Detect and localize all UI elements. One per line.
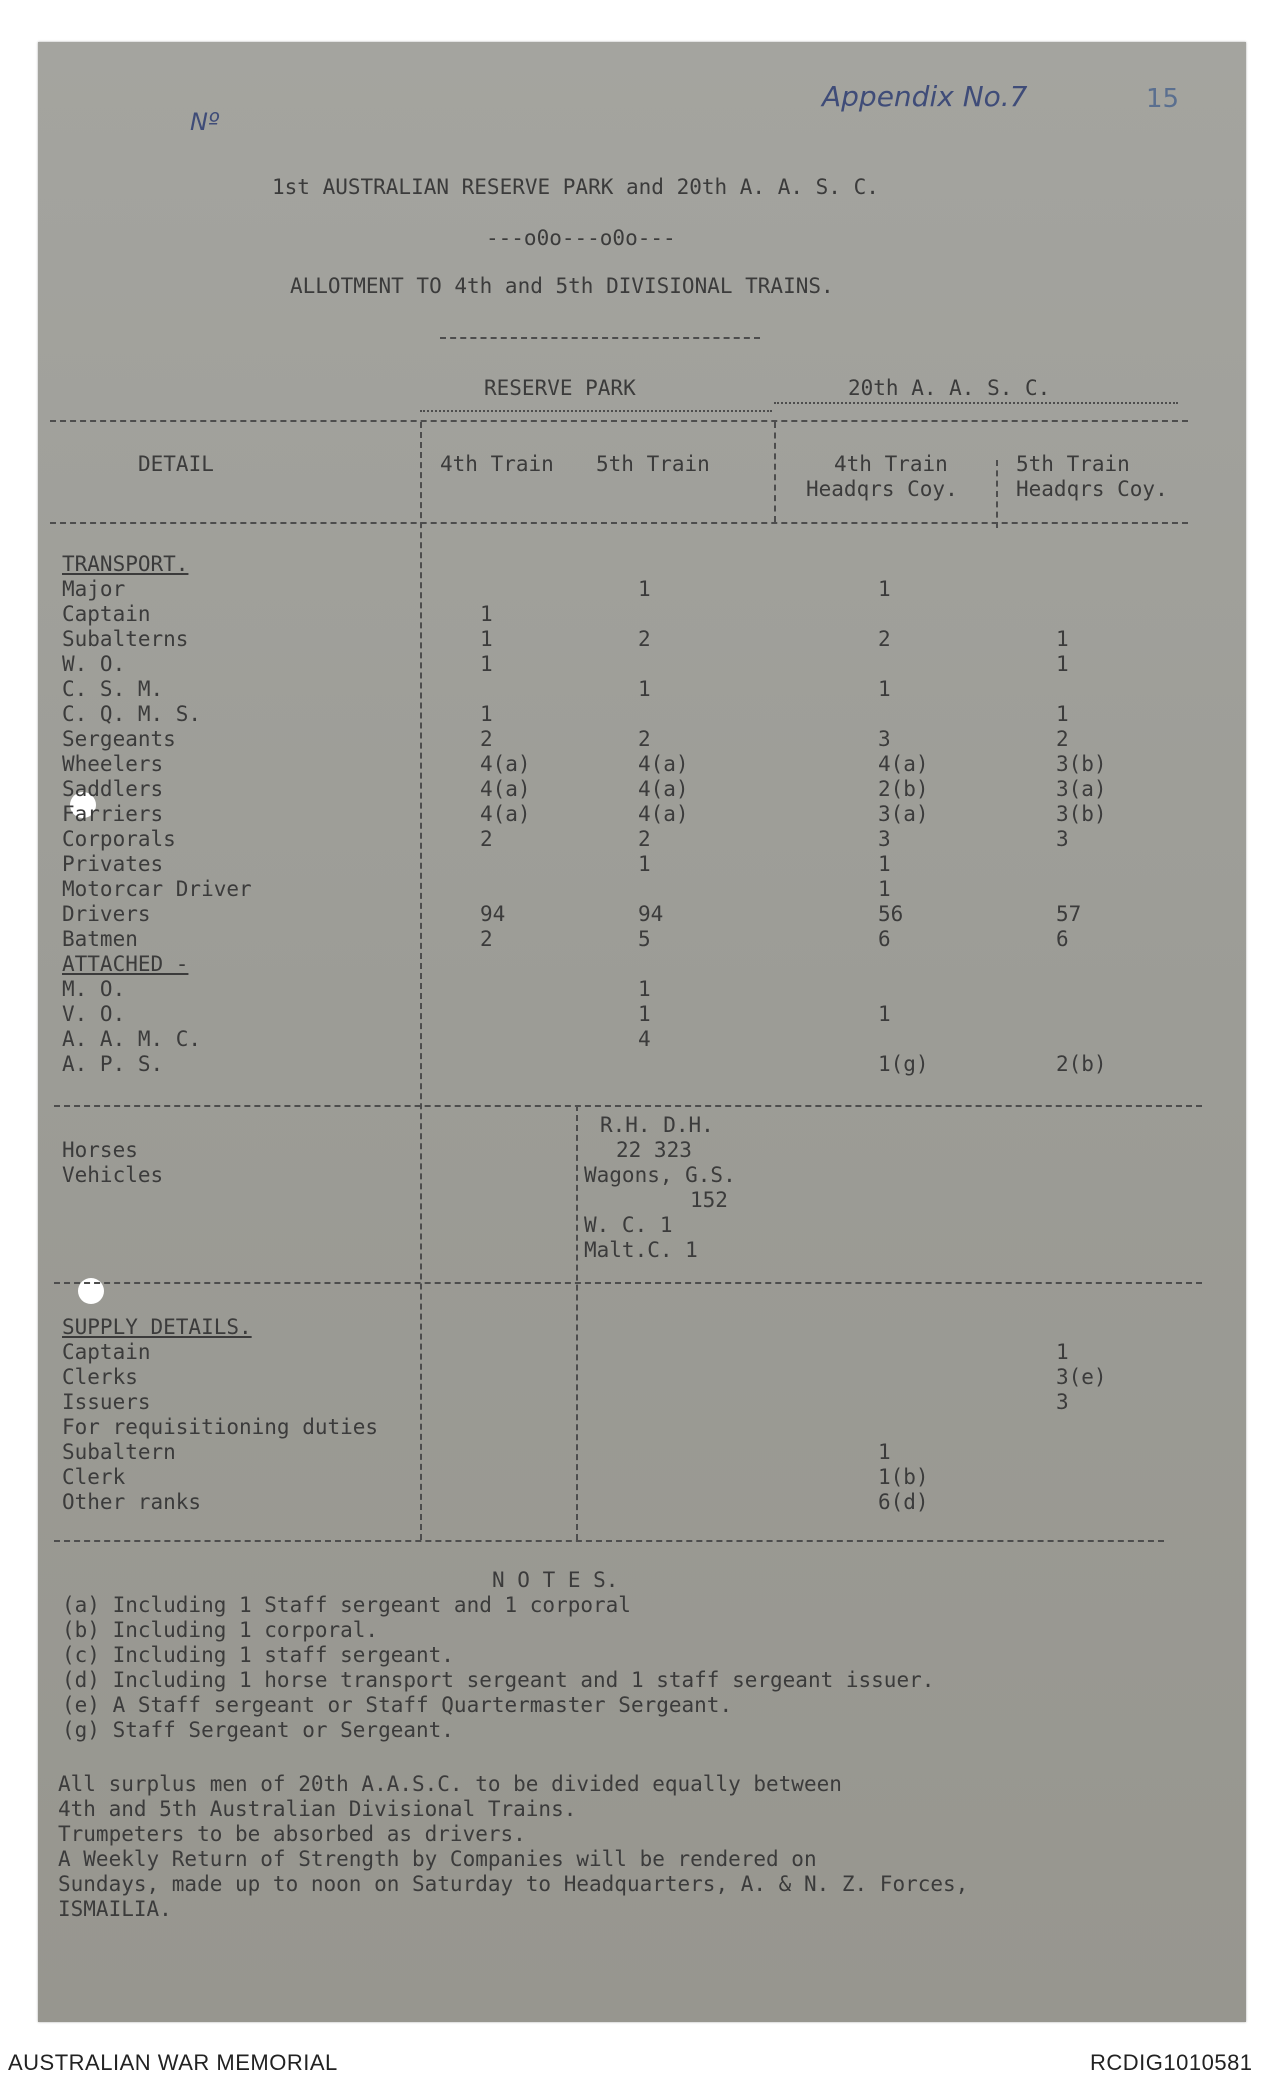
col-5th-train-header: 5th Train <box>596 452 710 476</box>
col-4th-hq-header-1: 4th Train <box>834 452 948 476</box>
col-4th-train-header: 4th Train <box>440 452 554 476</box>
note-para-3c: ISMAILIA. <box>58 1897 172 1921</box>
footer-record-id: RCDIG1010581 <box>1090 2050 1253 2075</box>
note-para-3b: Sundays, made up to noon on Saturday to Headquarters, A. & N. Z. Forces, <box>58 1872 969 1896</box>
transport-row-c1: 4(a) <box>480 777 531 801</box>
transport-row-c1: 2 <box>480 927 493 951</box>
table-bottom-rule <box>54 1540 1164 1542</box>
transport-row-c1: 94 <box>480 902 506 926</box>
col-5th-hq-header-2: Headqrs Coy. <box>1016 477 1168 501</box>
horses-label: Horses <box>62 1138 138 1162</box>
transport-row-c4: 1 <box>1056 652 1069 676</box>
header-bottom-rule <box>50 522 1188 524</box>
note-item: (a) Including 1 Staff sergeant and 1 corporal <box>62 1593 631 1617</box>
attached-row-c2: 4 <box>638 1027 651 1051</box>
water-cart: W. C. 1 <box>584 1213 673 1237</box>
transport-row-c2: 4(a) <box>638 777 689 801</box>
attached-row-c2: 1 <box>638 1002 651 1026</box>
transport-row-c3: 4(a) <box>878 752 929 776</box>
supply-row-c4: 3(e) <box>1056 1365 1107 1389</box>
horses-rh-dh: R.H. D.H. <box>600 1113 714 1137</box>
horses-values: 22 323 <box>616 1138 692 1162</box>
supply-row-label: Subaltern <box>62 1440 176 1464</box>
supply-row-label: Other ranks <box>62 1490 202 1514</box>
note-item: (g) Staff Sergeant or Sergeant. <box>62 1718 454 1742</box>
supply-row-label: Captain <box>62 1340 151 1364</box>
transport-bottom-rule <box>54 1105 1202 1107</box>
transport-row-label: C. Q. M. S. <box>62 702 202 726</box>
document-title: 1st AUSTRALIAN RESERVE PARK and 20th A. A. S. C. <box>272 175 879 199</box>
transport-row-label: Sergeants <box>62 727 176 751</box>
transport-row-label: Major <box>62 577 126 601</box>
transport-row-label: Motorcar Driver <box>62 877 252 901</box>
transport-row-c3: 3(a) <box>878 802 929 826</box>
transport-row-c1: 2 <box>480 827 493 851</box>
col-rule-aasc <box>774 422 776 522</box>
group-brace-left <box>420 410 772 412</box>
transport-row-label: Subalterns <box>62 627 189 651</box>
note-item: (e) A Staff sergeant or Staff Quartermaster Sergeant. <box>62 1693 733 1717</box>
col-4th-hq-header-2: Headqrs Coy. <box>806 477 958 501</box>
transport-row-label: C. S. M. <box>62 677 164 701</box>
transport-row-c3: 1 <box>878 577 891 601</box>
attached-row-c3: 1 <box>878 1002 891 1026</box>
transport-row-c3: 2 <box>878 627 891 651</box>
attached-row-label: A. P. S. <box>62 1052 164 1076</box>
transport-row-c2: 1 <box>638 677 651 701</box>
transport-row-c4: 2 <box>1056 727 1069 751</box>
supply-row-c4: 1 <box>1056 1340 1069 1364</box>
group-brace-right <box>774 402 1178 404</box>
horses-bottom-rule <box>54 1282 1202 1284</box>
supply-row-label: Clerks <box>62 1365 138 1389</box>
wagons-gs: Wagons, G.S. <box>584 1163 736 1187</box>
transport-row-c2: 4(a) <box>638 752 689 776</box>
vehicles-label: Vehicles <box>62 1163 164 1187</box>
col-detail-header: DETAIL <box>138 452 214 476</box>
document-subtitle: ALLOTMENT TO 4th and 5th DIVISIONAL TRAINS. <box>290 274 834 298</box>
transport-row-label: Privates <box>62 852 164 876</box>
transport-row-label: Drivers <box>62 902 151 926</box>
note-item: (c) Including 1 staff sergeant. <box>62 1643 454 1667</box>
transport-row-c3: 1 <box>878 677 891 701</box>
col-5th-hq-header-1: 5th Train <box>1016 452 1130 476</box>
group-20th-aasc: 20th A. A. S. C. <box>848 376 1051 400</box>
transport-row-label: Farriers <box>62 802 164 826</box>
transport-row-c3: 2(b) <box>878 777 929 801</box>
note-item: (b) Including 1 corporal. <box>62 1618 379 1642</box>
supply-row-c3: 1 <box>878 1440 891 1464</box>
transport-row-c1: 4(a) <box>480 752 531 776</box>
col-rule-5th-train <box>576 1105 578 1540</box>
transport-row-c4: 3(b) <box>1056 752 1107 776</box>
transport-row-c2: 1 <box>638 852 651 876</box>
transport-row-label: Corporals <box>62 827 176 851</box>
supply-heading: SUPPLY DETAILS. <box>62 1315 252 1339</box>
malt-cart: Malt.C. 1 <box>584 1238 698 1262</box>
transport-row-c1: 4(a) <box>480 802 531 826</box>
transport-row-label: Batmen <box>62 927 138 951</box>
transport-row-label: W. O. <box>62 652 126 676</box>
transport-row-c2: 2 <box>638 627 651 651</box>
attached-row-label: V. O. <box>62 1002 126 1026</box>
transport-row-c2: 1 <box>638 577 651 601</box>
supply-row-c3: 1(b) <box>878 1465 929 1489</box>
transport-row-c3: 1 <box>878 877 891 901</box>
col-rule-detail <box>420 422 422 1540</box>
attached-row-c3: 1(g) <box>878 1052 929 1076</box>
attached-row-c4: 2(b) <box>1056 1052 1107 1076</box>
attached-row-label: M. O. <box>62 977 126 1001</box>
title-separator: ---o0o---o0o--- <box>486 226 676 250</box>
transport-row-c1: 1 <box>480 652 493 676</box>
note-item: (d) Including 1 horse transport sergeant and 1 staff sergeant issuer. <box>62 1668 935 1692</box>
transport-row-c4: 1 <box>1056 702 1069 726</box>
transport-row-label: Wheelers <box>62 752 164 776</box>
supply-row-c3: 6(d) <box>878 1490 929 1514</box>
footer-institution: AUSTRALIAN WAR MEMORIAL <box>8 2050 338 2075</box>
corner-mark: Nº <box>190 108 220 136</box>
transport-row-c3: 56 <box>878 902 904 926</box>
wagons-gs-value: 152 <box>690 1188 728 1212</box>
note-para-2: Trumpeters to be absorbed as drivers. <box>58 1822 526 1846</box>
supply-row-label: Issuers <box>62 1390 151 1414</box>
transport-row-c2: 2 <box>638 827 651 851</box>
group-reserve-park: RESERVE PARK <box>484 376 636 400</box>
transport-heading: TRANSPORT. <box>62 552 189 576</box>
transport-row-c1: 1 <box>480 602 493 626</box>
transport-row-c3: 6 <box>878 927 891 951</box>
transport-row-c1: 1 <box>480 627 493 651</box>
transport-row-c1: 1 <box>480 702 493 726</box>
transport-row-c4: 6 <box>1056 927 1069 951</box>
attached-row-label: A. A. M. C. <box>62 1027 202 1051</box>
transport-row-c4: 3(b) <box>1056 802 1107 826</box>
transport-row-c4: 57 <box>1056 902 1082 926</box>
transport-row-c4: 3(a) <box>1056 777 1107 801</box>
transport-row-c4: 1 <box>1056 627 1069 651</box>
supply-row-c4: 3 <box>1056 1390 1069 1414</box>
supply-row-label: For requisitioning duties <box>62 1415 379 1439</box>
transport-row-c1: 2 <box>480 727 493 751</box>
note-para-1a: All surplus men of 20th A.A.S.C. to be divided equally between <box>58 1772 842 1796</box>
supply-row-label: Clerk <box>62 1465 126 1489</box>
transport-row-c3: 1 <box>878 852 891 876</box>
transport-row-c3: 3 <box>878 827 891 851</box>
transport-row-label: Captain <box>62 602 151 626</box>
notes-heading: N O T E S. <box>492 1568 619 1592</box>
subtitle-rule <box>440 337 760 339</box>
header-top-rule <box>50 420 1188 422</box>
transport-row-label: Saddlers <box>62 777 164 801</box>
col-rule-5th-hq <box>996 460 998 528</box>
attached-heading: ATTACHED - <box>62 952 189 976</box>
note-para-1b: 4th and 5th Australian Divisional Trains. <box>58 1797 577 1821</box>
page-number: 15 <box>1146 84 1180 114</box>
transport-row-c3: 3 <box>878 727 891 751</box>
appendix-note: Appendix No.7 <box>822 80 1028 113</box>
transport-row-c4: 3 <box>1056 827 1069 851</box>
transport-row-c2: 5 <box>638 927 651 951</box>
transport-row-c2: 94 <box>638 902 664 926</box>
transport-row-c2: 2 <box>638 727 651 751</box>
note-para-3a: A Weekly Return of Strength by Companies will be rendered on <box>58 1847 817 1871</box>
transport-row-c2: 4(a) <box>638 802 689 826</box>
attached-row-c2: 1 <box>638 977 651 1001</box>
